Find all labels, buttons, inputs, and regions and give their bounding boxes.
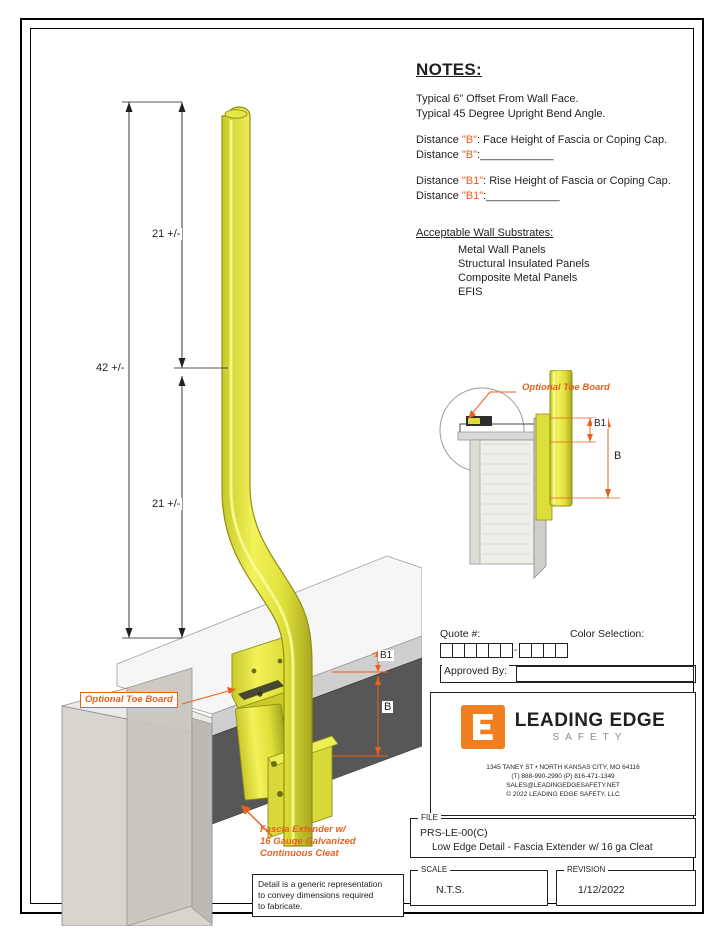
label-b1-detail: B1	[594, 418, 607, 429]
company-name: LEADING EDGE	[514, 710, 666, 731]
notes-line-1: Typical 6” Offset From Wall Face.	[416, 93, 579, 105]
generic-representation-note	[252, 874, 404, 917]
file-value-primary: PRS-LE-00(C)	[420, 827, 488, 839]
address-line-2: (T) 888-990-2990 (P) 816-471-1349	[511, 773, 615, 780]
scale-block	[410, 870, 548, 906]
notes-line-2: Typical 45 Degree Upright Bend Angle.	[416, 108, 606, 120]
quote-cell[interactable]	[555, 643, 568, 658]
substrate-item: Composite Metal Panels	[458, 272, 578, 284]
dist-b-code: "B"	[461, 134, 478, 146]
callout-optional-toe-board-detail: Optional Toe Board	[522, 382, 610, 393]
notes-distance-b-blank	[416, 148, 696, 163]
color-selection-label: Color Selection:	[570, 628, 645, 640]
callout-fascia-line3: Continuous Cleat	[260, 848, 339, 859]
quote-prefix-cells[interactable]	[440, 643, 512, 658]
label-b1-iso: B1	[380, 650, 393, 661]
revision-block	[556, 870, 696, 906]
quote-label: Quote #:	[440, 628, 481, 640]
generic-note-line1: Detail is a generic representation	[258, 879, 383, 889]
label-b-iso: B	[384, 701, 392, 713]
dist-b1-prefix: Distance	[416, 175, 462, 187]
dist-b1-suffix: : Rise Height of Fascia or Coping Cap.	[483, 175, 671, 187]
company-address	[431, 763, 695, 799]
company-logo-block	[430, 692, 696, 816]
dimension-total: 42 +/-	[96, 362, 125, 374]
isometric-drawing-svg	[32, 46, 422, 926]
quote-block	[440, 628, 696, 658]
revision-value: 1/12/2022	[578, 884, 625, 896]
callout-fascia-line1: Fascia Extender w/	[260, 824, 346, 835]
substrates-title: Acceptable Wall Substrates:	[416, 227, 554, 239]
generic-note-line3: to fabricate.	[258, 901, 303, 911]
substrate-item: Structural Insulated Panels	[458, 258, 590, 270]
label-b-detail: B	[614, 450, 622, 462]
approved-by-label: Approved By:	[444, 665, 508, 677]
dist-b1-blank-suffix: :____________	[483, 190, 560, 202]
file-label: FILE	[418, 813, 441, 822]
quote-dash: -	[513, 645, 518, 656]
dist-b-prefix: Distance	[416, 134, 462, 146]
quote-suffix-cells[interactable]	[519, 643, 567, 658]
address-line-3: SALES@LEADINGEDGESAFETY.NET	[506, 782, 620, 789]
substrate-item: EFIS	[458, 286, 483, 298]
dist-b-blank-prefix: Distance	[416, 149, 462, 161]
callout-optional-toe-board: Optional Toe Board	[80, 692, 178, 708]
dist-b1-blank-code: "B1"	[461, 190, 484, 202]
scale-label: SCALE	[418, 865, 450, 874]
section-detail-view	[430, 370, 660, 630]
dist-b-blank-code: "B"	[461, 149, 478, 161]
company-subtitle: SAFETY	[552, 732, 628, 743]
substrates-list	[458, 243, 696, 299]
scale-value: N.T.S.	[436, 884, 465, 896]
notes-distance-b	[416, 133, 696, 148]
dist-b-suffix: : Face Height of Fascia or Coping Cap.	[477, 134, 668, 146]
callout-fascia-line2: 16 Gauge Galvanized	[260, 836, 356, 847]
notes-distance-b1-blank	[416, 189, 696, 204]
substrate-item: Metal Wall Panels	[458, 244, 546, 256]
section-detail-svg	[430, 370, 660, 630]
callout-fascia-extender	[260, 824, 380, 860]
generic-note-line2: to convey dimensions required	[258, 890, 374, 900]
dist-b1-code: "B1"	[461, 175, 484, 187]
dimension-upper: 21 +/-	[152, 228, 181, 240]
dist-b1-blank-prefix: Distance	[416, 190, 462, 202]
address-line-4: © 2022 LEADING EDGE SAFETY, LLC	[506, 791, 620, 798]
quote-number-field[interactable]	[440, 643, 696, 658]
notes-block	[416, 60, 696, 299]
revision-label: REVISION	[564, 865, 608, 874]
file-value-description: Low Edge Detail - Fascia Extender w/ 16 ga Cleat	[432, 842, 653, 853]
drawing-sheet	[20, 18, 704, 914]
notes-title: NOTES:	[416, 60, 483, 79]
leading-edge-cube-icon	[461, 705, 505, 749]
dimension-lower: 21 +/-	[152, 498, 181, 510]
isometric-drawing	[32, 46, 422, 926]
approved-by-input[interactable]	[516, 666, 694, 682]
notes-distance-b1	[416, 174, 696, 189]
address-line-1: 1345 TANEY ST • NORTH KANSAS CITY, MO 64116	[486, 764, 640, 771]
dist-b-blank-suffix: :____________	[477, 149, 554, 161]
